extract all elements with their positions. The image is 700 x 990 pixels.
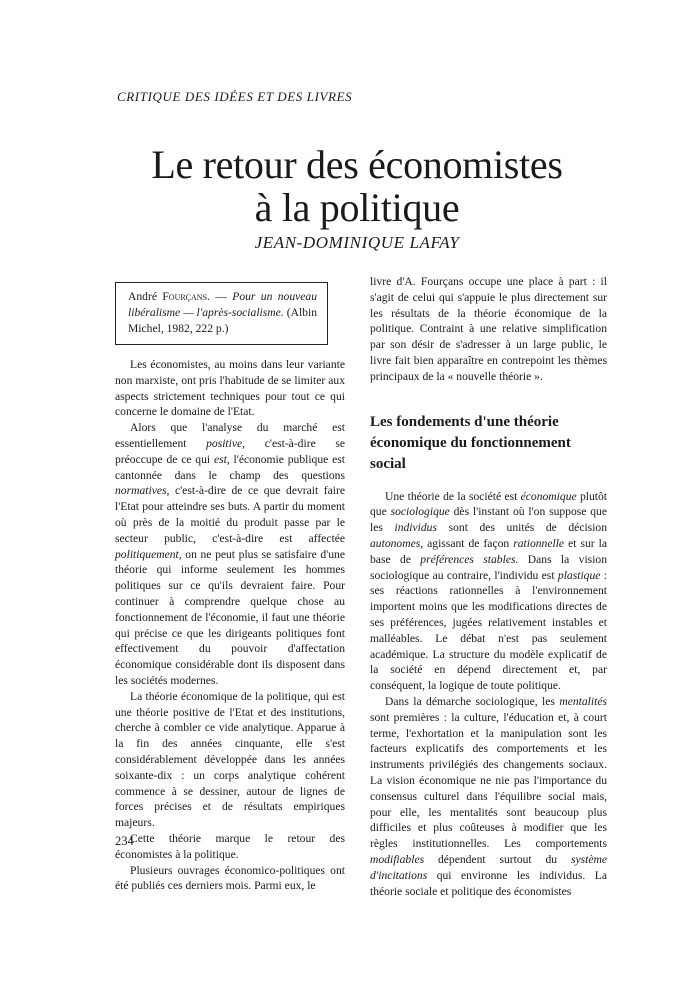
text-run: l'économie publique est cantonnée dans le champ des questions: [115, 452, 345, 482]
italic-run: économique: [520, 489, 577, 503]
italic-run: préférences stables.: [420, 552, 519, 566]
text-run: Une théorie de la société est: [385, 489, 521, 503]
text-run: qui environne les individus. La théorie sociale et politique des économistes: [370, 868, 607, 898]
text-run: plutôt que: [370, 489, 607, 519]
text-run: on ne peut plus se satisfaire d'une théorie qui informe seulement les hommes politiques sur ce qu'ils devraient faire. Pour continuer à comprendre quelque chose au fonctionnement de l'économie, il faut une théorie qui précise ce que les dirigeants politiques font effectivement du pouvoir d'affectation économique considérable dont ils disposent dans les sociétés modernes.: [115, 547, 345, 687]
italic-run: est,: [213, 452, 230, 466]
paragraph: [370, 694, 607, 899]
text-run: Dans la vision sociologique au contraire, l'individu est: [370, 552, 608, 582]
right-column: [370, 274, 607, 899]
paragraph: livre d'A. Fourçans occupe une place à part : il s'agit de celui qui s'appuie le plus directement sur les résultats de la théorie économique de la politique. Contraint à une relative simplification par son désir de s'adresser à un large public, le livre fait bien apparaître en contrepoint les thèmes principaux de la « nouvelle théorie ».: [370, 275, 607, 383]
paragraph: [115, 420, 345, 689]
ref-author-first: André: [128, 290, 157, 303]
italic-run: sociologique: [390, 505, 450, 519]
text-run: et sur la base de: [370, 536, 607, 566]
text-run: sont premières : la culture, l'éducation et, à court terme, l'exhortation et la manipulation sont les facteurs explicatifs des comportements et les instruments privilégiés des changements sociaux. La vision économique ne nie pas l'importance du consensus culturel dans l'équilibre social mais, pour elle, les mentalités sont beaucoup plus difficiles et plus coûteuses à modifier que les règles institutionnelles. Les comportements: [370, 710, 607, 851]
text-run: Dans la démarche sociologique, les: [385, 694, 560, 708]
ref-dash: —: [209, 290, 233, 303]
text-run: c'est-à-dire de ce que devrait faire l'Etat pour atteindre ses buts. A partir du moment où près de la moitié du produit passe par le secteur public, c'est-à-dire est affectée: [115, 484, 345, 545]
text-run: : ses réactions rationnelles à l'environnement importent moins que les modifications directes de ses préférences, jugées relativement instables et malléables. Le débat n'est pas seulement académique. La structure du modèle explicatif de la société en dépend directement et, par conséquent, la logique de toute politique.: [370, 568, 607, 693]
section-label: CRITIQUE DES IDÉES ET DES LIVRES: [117, 89, 353, 104]
text-run: Alors que l'analyse du marché est essentiellement: [115, 421, 345, 450]
left-column: [115, 357, 345, 894]
title-line-1: Le retour des économistes: [151, 142, 563, 187]
text-run: dépendent surtout du: [424, 852, 571, 866]
section-subheading: Les fondements d'une théorie économique du fonctionnement social: [370, 413, 571, 472]
text-run: c'est-à-dire se préoccupe de ce qui: [115, 436, 345, 466]
text-run: sont des unités de décision: [437, 521, 608, 535]
article-author: JEAN-DOMINIQUE LAFAY: [254, 233, 460, 252]
paragraph: [370, 489, 607, 694]
paragraph: Les économistes, au moins dans leur variante non marxiste, ont pris l'habitude de se limiter aux aspects strictement techniques pour tout ce qui concerne le domaine de l'Etat.: [115, 358, 345, 419]
italic-run: positive,: [206, 436, 246, 450]
italic-run: politiquement,: [115, 547, 182, 561]
italic-run: modifiables: [370, 852, 425, 866]
italic-run: plastique: [557, 568, 601, 582]
page-number: 234: [115, 834, 134, 848]
italic-run: autonomes,: [370, 536, 424, 550]
paragraph: Plusieurs ouvrages économico-politiques ont été publiés ces derniers mois. Parmi eux, le: [115, 863, 345, 893]
italic-run: normatives,: [115, 484, 170, 498]
italic-run: mentalités: [559, 694, 607, 708]
paragraph: Cette théorie marque le retour des économistes à la politique.: [115, 831, 345, 861]
text-run: dès l'instant où l'on suppose que les: [370, 505, 607, 535]
title-line-2: à la politique: [254, 185, 460, 230]
book-reference-box: [115, 282, 328, 345]
paragraph: La théorie économique de la politique, qui est une théorie positive de l'Etat et des institutions, cherche à combler ce vide analytique. Apparue à la fin des années cinquante, elle s'est considérablement développée dans les années soixante-dix : un corps analytique cohérent commence à se dessiner, autour de lignes de forces précises et de résultats empiriques majeurs.: [115, 689, 345, 830]
italic-run: rationnelle: [513, 536, 565, 550]
italic-run: système d'incitations: [370, 852, 607, 882]
ref-publication: (Albin Michel, 1982, 222 p.): [128, 306, 317, 335]
ref-book-title: Pour un nouveau libéralisme — l'après-socialisme.: [128, 290, 318, 319]
text-run: agissant de façon: [423, 536, 514, 550]
italic-run: individus: [394, 521, 437, 535]
ref-author-last: Fourçans.: [162, 290, 210, 303]
article-title: [100, 143, 614, 229]
